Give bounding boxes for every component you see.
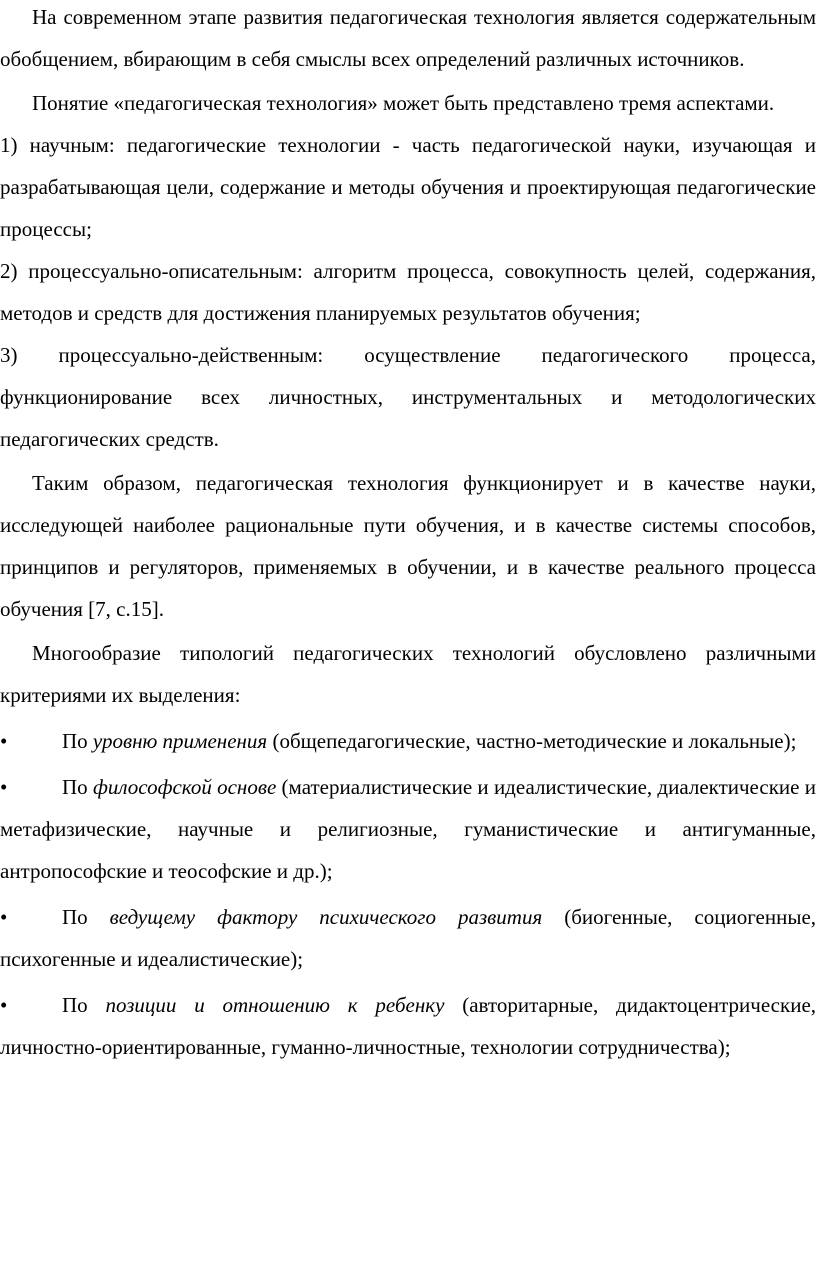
bullet-prefix: По [62, 775, 93, 799]
list-item [0, 766, 816, 892]
bullet-marker: • [0, 729, 8, 753]
bullet-marker: • [0, 993, 8, 1017]
bullet-marker: • [0, 775, 8, 799]
bullet-text: (материалистические и идеалистические, диалектические и метафизические, научные и религиозные, гуманистические и антигуманные, антропософские и теософские и др.); [0, 775, 816, 883]
bullet-text: (авторитарные, дидактоцентрические, личностно-ориентированные, гуманно-личностные, технологии сотрудничества); [0, 993, 816, 1059]
paragraph-aspect-scientific: 1) научным: педагогические технологии - часть педагогической науки, изучающая и разрабатывающая цели, содержание и методы обучения и проектирующая педагогические процессы; [0, 133, 816, 241]
paragraph-aspect-active: 3) процессуально-действенным: осуществление педагогического процесса, функционирование всех личностных, инструментальных и методологических педагогических средств. [0, 343, 816, 451]
bullet-prefix: По [62, 905, 110, 929]
paragraph-typology: Многообразие типологий педагогических технологий обусловлено различными критериями их выделения: [0, 641, 816, 707]
paragraph-intro: На современном этапе развития педагогическая технология является содержательным обобщением, вбирающим в себя смыслы всех определений различных источников. [0, 5, 816, 71]
bullet-criterion: философской основе [92, 775, 277, 799]
paragraph-concept: Понятие «педагогическая технология» может быть представлено тремя аспектами. [32, 91, 775, 115]
list-item [0, 720, 816, 762]
bullet-criterion: ведущему фактору психического развития [109, 905, 543, 929]
bullet-marker: • [0, 905, 8, 929]
bullet-prefix: По [62, 729, 93, 753]
list-item [0, 984, 816, 1068]
bullet-criterion: уровню применения [92, 729, 268, 753]
bullet-criterion: позиции и отношению к ребенку [105, 993, 445, 1017]
paragraph-conclusion: Таким образом, педагогическая технология функционирует и в качестве науки, исследующей наиболее рациональные пути обучения, и в качестве системы способов, принципов и регуляторов, применяемых в обучении, и в качестве реального процесса обучения [7, с.15]. [0, 471, 816, 621]
bullet-text: (общепедагогические, частно-методические и локальные); [267, 729, 797, 753]
list-item [0, 896, 816, 980]
paragraph-aspect-descriptive: 2) процессуально-описательным: алгоритм процесса, совокупность целей, содержания, методов и средств для достижения планируемых результатов обучения; [0, 259, 816, 325]
bullet-prefix: По [62, 993, 106, 1017]
bullet-text: (биогенные, социогенные, психогенные и идеалистические); [0, 905, 816, 971]
